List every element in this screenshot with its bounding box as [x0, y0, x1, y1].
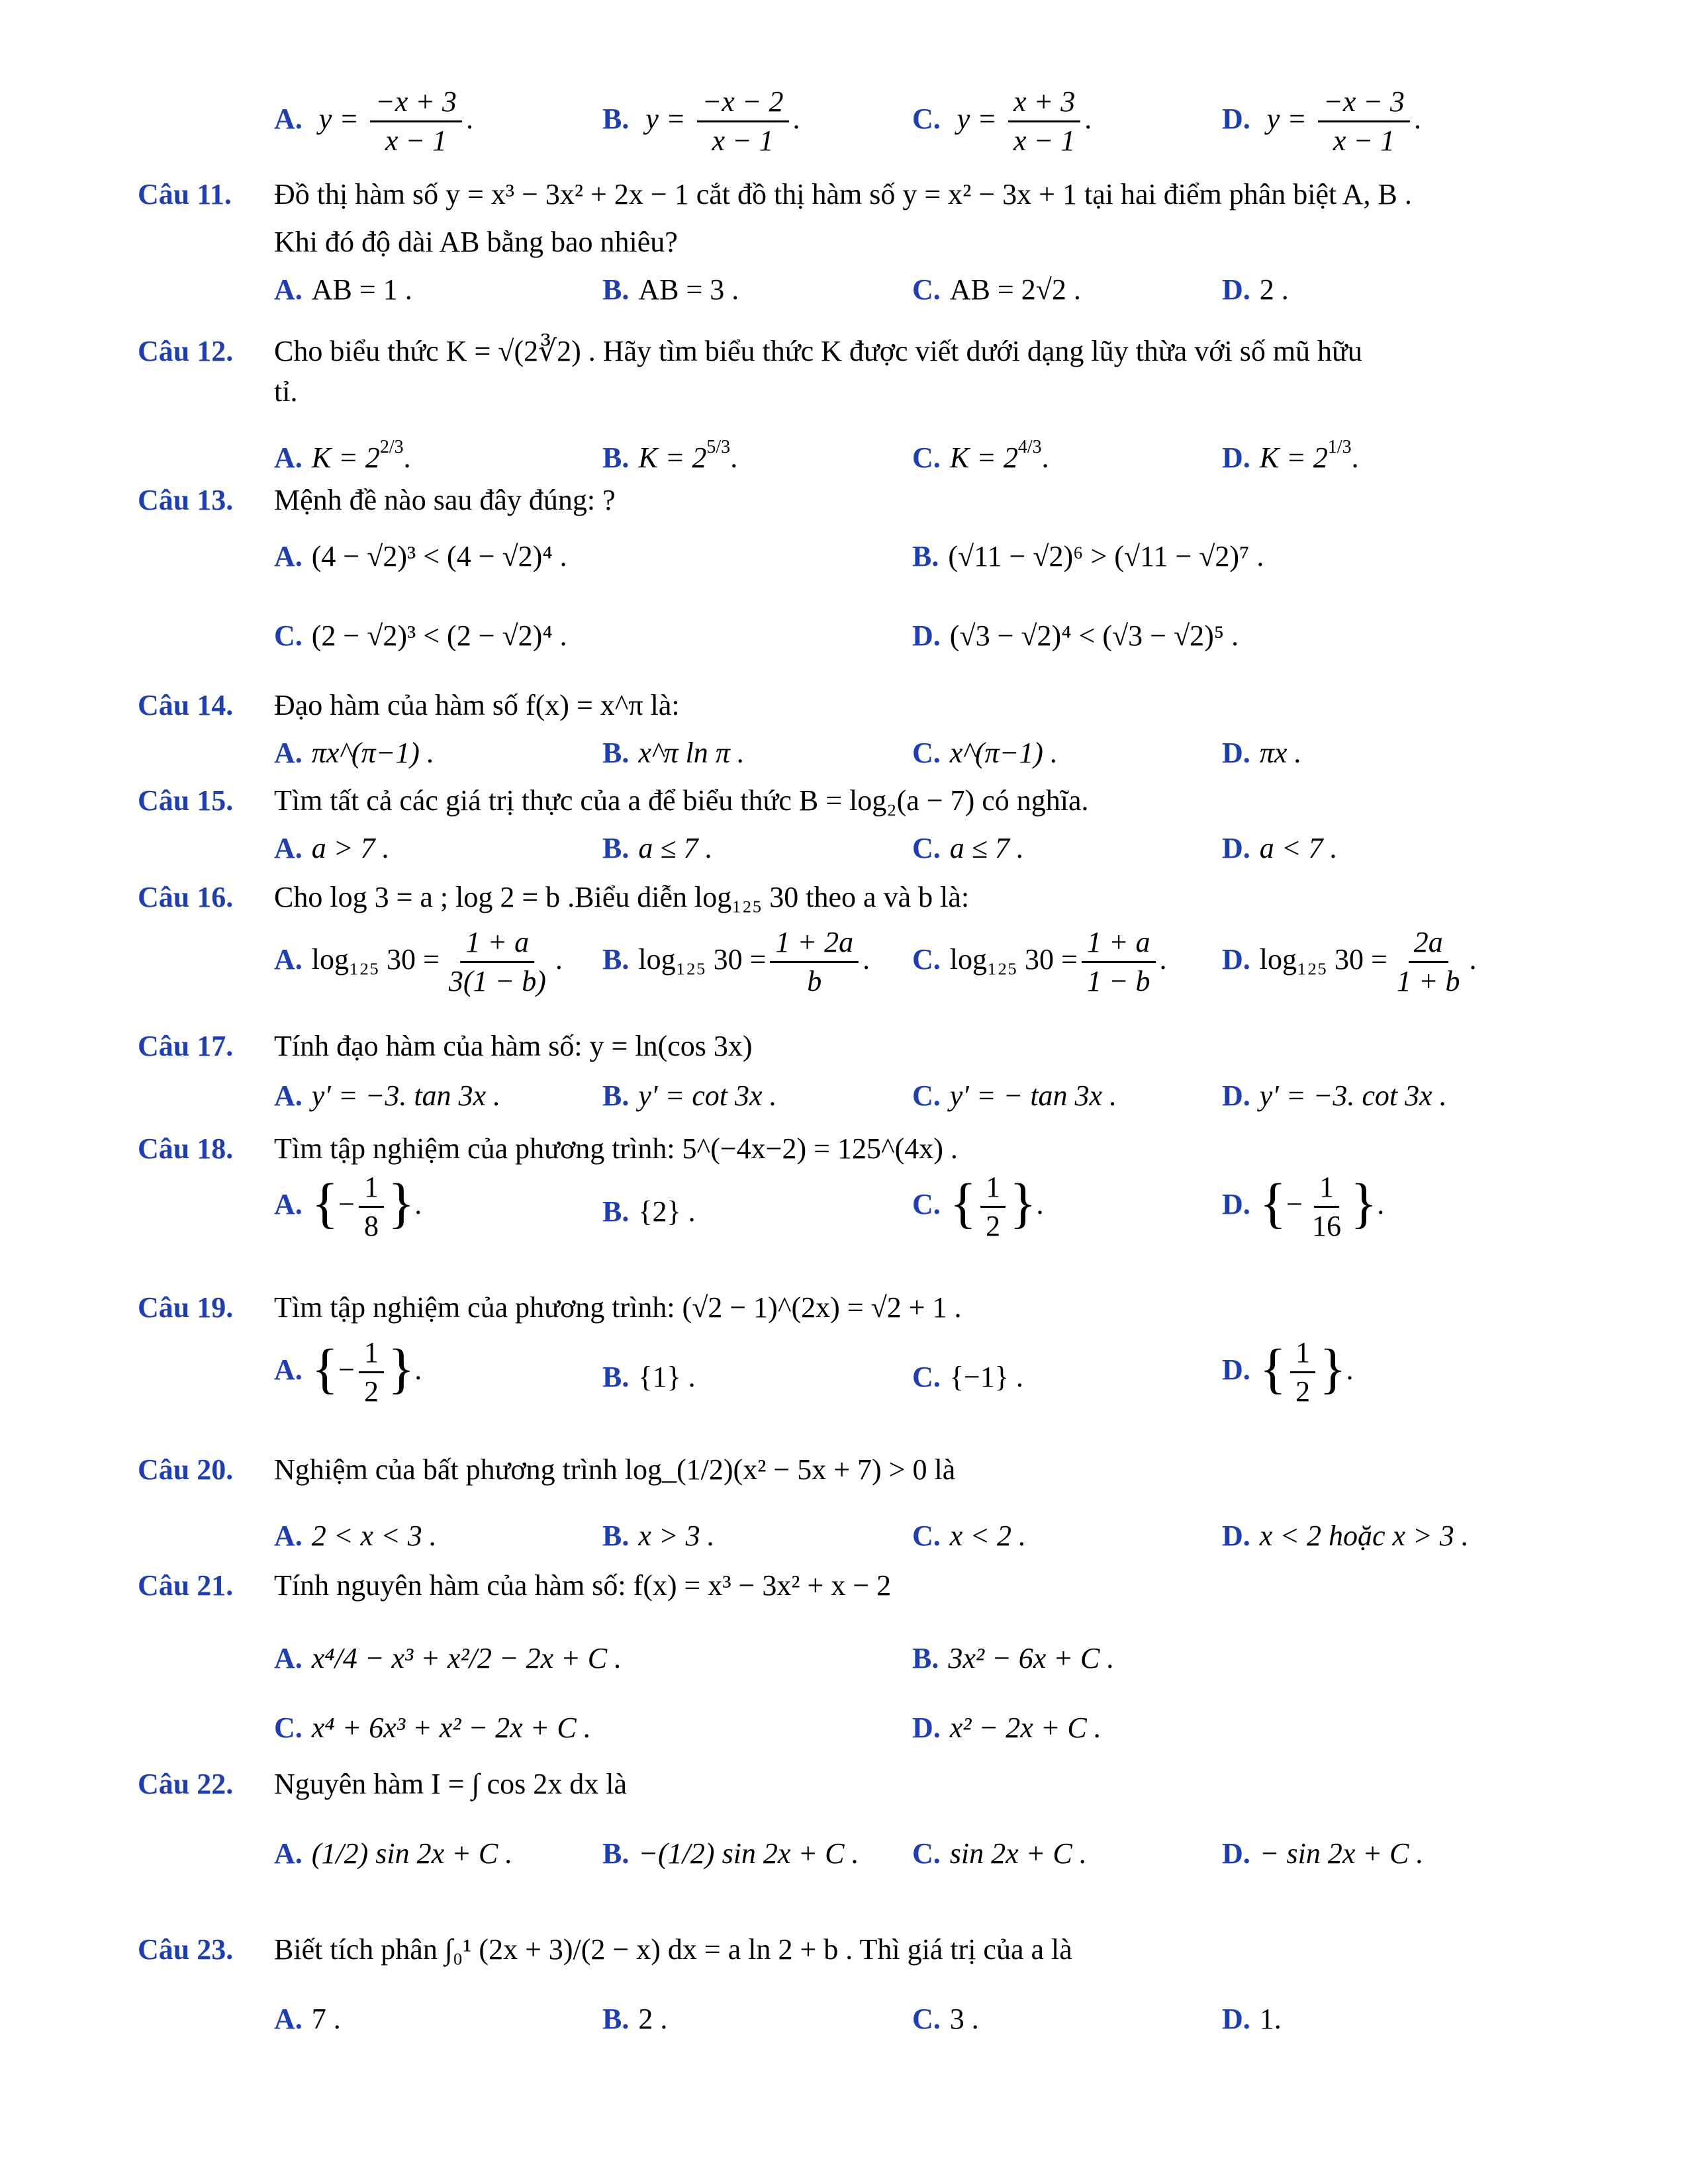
q10-option-b: B. y = $\frac{-x - 2}{x - 1}$ .: [602, 85, 800, 158]
option-text: y′ = − tan 3x .: [949, 1079, 1117, 1112]
q23-option-c: [912, 2002, 979, 2036]
option-end: .: [403, 441, 411, 474]
power-exponent: 4/3: [1017, 437, 1042, 457]
option-label: B.: [602, 273, 630, 306]
question-text: Đạo hàm của hàm số f(x) = x^π là:: [274, 689, 680, 721]
fraction: [1082, 927, 1156, 998]
q11-option-a: [274, 273, 412, 306]
numerator: 1: [359, 1171, 384, 1208]
question-text: Tính đạo hàm của hàm số: y = ln(cos 3x): [274, 1030, 753, 1062]
option-text: − sin 2x + C .: [1259, 1837, 1424, 1870]
option-label: B.: [602, 1195, 630, 1228]
q22-option-c: [912, 1837, 1087, 1870]
option-lhs: log₁₂₅ 30 =: [1259, 942, 1387, 976]
option-label: A.: [274, 1079, 303, 1112]
q17-option-a: [274, 1079, 500, 1113]
option-text: (√3 − √2)⁴ < (√3 − √2)⁵ .: [949, 619, 1239, 652]
q14-option-a: [274, 736, 434, 770]
option-label: D.: [1222, 737, 1250, 769]
option-label: D.: [1222, 273, 1250, 306]
q21-option-d: [912, 1711, 1102, 1745]
option-text: y′ = cot 3x .: [638, 1079, 777, 1112]
option-label: A.: [274, 942, 303, 976]
q11-option-d: [1222, 273, 1289, 306]
question-text: Cho biểu thức K = √(2∛2) . Hãy tìm biểu thức K được viết dưới dạng lũy thừa với số mũ hữu: [274, 335, 1362, 367]
q14-option-c: [912, 736, 1058, 770]
power-base: K = 2: [311, 441, 380, 474]
numerator: 1: [1314, 1171, 1339, 1208]
option-text: y′ = −3. cot 3x .: [1259, 1079, 1447, 1112]
fraction: [980, 1171, 1006, 1243]
option-text: πx .: [1259, 737, 1302, 769]
option-lhs: log₁₂₅ 30 =: [311, 942, 440, 976]
option-end: .: [1041, 441, 1049, 474]
option-label: D.: [1222, 1353, 1250, 1386]
power-base: K = 2: [949, 441, 1018, 474]
option-label: C.: [912, 1837, 941, 1870]
option-label: D.: [1222, 102, 1250, 135]
question-label: Câu 13.: [138, 484, 234, 516]
q22-option-b: [602, 1837, 859, 1870]
numerator: 1 + 2a: [770, 927, 859, 963]
question-text: Cho log 3 = a ; log 2 = b .Biểu diễn log₁₂₅ 30 theo a và b là:: [274, 881, 970, 913]
option-label: A.: [274, 1520, 303, 1552]
left-brace: {: [311, 1173, 339, 1234]
option-text: sin 2x + C .: [949, 1837, 1087, 1870]
q15-option-c: [912, 831, 1024, 865]
option-label: A.: [274, 1837, 303, 1870]
question-label: Câu 15.: [138, 784, 234, 817]
q18-option-a: A. {− $\frac{1}{8}$ }.: [274, 1171, 422, 1243]
option-label: C.: [912, 1361, 941, 1393]
option-label: C.: [274, 619, 303, 652]
option-text: y′ = −3. tan 3x .: [311, 1079, 501, 1112]
fraction: [770, 927, 859, 998]
fraction: [1391, 927, 1466, 998]
option-label: C.: [912, 273, 941, 306]
q21-option-c: [274, 1711, 591, 1745]
q10-option-c: C. y = $\frac{x + 3}{x - 1}$ .: [912, 85, 1092, 158]
denominator: 3(1 − b): [448, 965, 546, 998]
option-label: B.: [602, 441, 630, 474]
q21-option-a: [274, 1641, 622, 1675]
option-text: x > 3 .: [638, 1520, 715, 1552]
power-base: K = 2: [1259, 441, 1328, 474]
option-text: 3x² − 6x + C .: [948, 1642, 1115, 1674]
denominator: 2: [1295, 1375, 1311, 1408]
q11-option-c: [912, 273, 1081, 306]
option-label: D.: [912, 1711, 941, 1744]
question-label: Câu 18.: [138, 1132, 234, 1165]
option-text: πx^(π−1) .: [311, 737, 434, 769]
option-label: A.: [274, 1353, 303, 1386]
fraction: [359, 1337, 384, 1408]
q23-option-b: [602, 2002, 667, 2036]
q19-option-b: [602, 1360, 696, 1394]
option-label: A.: [274, 441, 303, 474]
left-brace: {: [1259, 1338, 1287, 1400]
option-text: a < 7 .: [1259, 832, 1338, 864]
denominator: x − 1: [1333, 124, 1395, 158]
q16-option-c: C. log₁₂₅ 30 = $\frac{1 + a}{1 - b}$ .: [912, 926, 1167, 998]
option-label: B.: [602, 102, 630, 135]
denominator: 8: [363, 1210, 379, 1243]
denominator: b: [807, 965, 822, 998]
option-label: C.: [912, 1188, 941, 1220]
option-text: (2 − √2)³ < (2 − √2)⁴ .: [311, 619, 567, 652]
fraction: [444, 927, 551, 998]
option-text: {−1} .: [949, 1361, 1023, 1393]
numerator: −x + 3: [370, 86, 462, 122]
numerator: 1 + a: [1082, 927, 1156, 963]
q13-option-b: [912, 539, 1264, 573]
question-label: Câu 17.: [138, 1030, 234, 1062]
q20-option-a: [274, 1519, 437, 1553]
option-label: A.: [274, 832, 303, 864]
option-lhs: y =: [645, 102, 686, 135]
numerator: −x − 3: [1318, 86, 1410, 122]
option-text: 2 .: [1259, 273, 1289, 306]
option-label: D.: [1222, 1520, 1250, 1552]
question-label: Câu 16.: [138, 881, 234, 913]
question-text: Biết tích phân ∫₀¹ (2x + 3)/(2 − x) dx = a ln 2 + b . Thì giá trị của a là: [274, 1933, 1072, 1966]
q18-option-d: D. {− $\frac{1}{16}$ }.: [1222, 1171, 1385, 1243]
option-text: AB = 2√2 .: [949, 273, 1081, 306]
q19-option-d: D. { $\frac{1}{2}$ }.: [1222, 1336, 1354, 1408]
q10-option-a: A. y = $\frac{-x + 3}{x - 1}$ .: [274, 85, 473, 158]
option-text: 1.: [1259, 2003, 1282, 2035]
q19-option-a: A. {− $\frac{1}{2}$ }.: [274, 1336, 422, 1408]
fraction: [1318, 86, 1410, 158]
question-label: Câu 19.: [138, 1291, 234, 1324]
question-label: Câu 20.: [138, 1453, 234, 1486]
option-label: A.: [274, 102, 303, 135]
option-label: B.: [602, 2003, 630, 2035]
option-label: B.: [912, 540, 939, 572]
option-label: A.: [274, 1188, 303, 1220]
option-text: (1/2) sin 2x + C .: [311, 1837, 513, 1870]
question-text: Tìm tập nghiệm của phương trình: (√2 − 1)^(2x) = √2 + 1 .: [274, 1291, 962, 1324]
option-text: {1} .: [638, 1361, 696, 1393]
numerator: 1: [980, 1171, 1006, 1208]
power-base: K = 2: [638, 441, 707, 474]
q14-option-d: [1222, 736, 1301, 770]
option-text: 2 .: [638, 2003, 668, 2035]
option-label: C.: [912, 942, 941, 976]
numerator: 1 + a: [460, 927, 534, 963]
sign: −: [338, 1188, 355, 1220]
question-text-cont: tỉ.: [274, 375, 298, 408]
fraction: [359, 1171, 384, 1243]
option-text: −(1/2) sin 2x + C .: [638, 1837, 859, 1870]
option-label: A.: [274, 1642, 303, 1674]
q20-option-c: [912, 1519, 1026, 1553]
option-text: a ≤ 7 .: [949, 832, 1024, 864]
sign: −: [1286, 1188, 1303, 1220]
q16-option-b: B. log₁₂₅ 30 = $\frac{1 + 2a}{b}$ .: [602, 926, 870, 998]
q12-option-b: [602, 437, 737, 475]
q17-option-d: [1222, 1079, 1447, 1113]
q14-option-b: [602, 736, 745, 770]
option-label: D.: [1222, 1079, 1250, 1112]
denominator: 1 + b: [1396, 965, 1460, 998]
option-text: (√11 − √2)⁶ > (√11 − √2)⁷ .: [948, 540, 1264, 572]
fraction: [1008, 86, 1080, 158]
option-text: x < 2 hoặc x > 3 .: [1259, 1520, 1469, 1552]
option-text: {2} .: [638, 1195, 696, 1228]
sign: −: [338, 1353, 355, 1386]
option-label: B.: [602, 1079, 630, 1112]
q17-option-b: [602, 1079, 777, 1113]
denominator: 16: [1311, 1210, 1341, 1243]
q23-option-d: [1222, 2002, 1282, 2036]
right-brace: }: [1350, 1173, 1378, 1234]
question-text: Mệnh đề nào sau đây đúng: ?: [274, 484, 616, 516]
denominator: x − 1: [712, 124, 774, 158]
option-lhs: log₁₂₅ 30 =: [638, 942, 767, 976]
option-label: D.: [1222, 832, 1250, 864]
option-lhs: log₁₂₅ 30 =: [949, 942, 1078, 976]
question-label: Câu 11.: [138, 178, 232, 210]
option-label: C.: [274, 1711, 303, 1744]
option-label: D.: [1222, 1188, 1250, 1220]
option-text: 3 .: [949, 2003, 979, 2035]
option-label: C.: [912, 737, 941, 769]
option-label: C.: [912, 102, 941, 135]
q19-option-c: [912, 1360, 1023, 1394]
option-lhs: y =: [318, 102, 359, 135]
option-label: D.: [1222, 2003, 1250, 2035]
numerator: 1: [359, 1337, 384, 1373]
option-label: B.: [602, 832, 630, 864]
option-label: A.: [274, 540, 303, 572]
q22-option-a: [274, 1837, 512, 1870]
power-exponent: 1/3: [1327, 437, 1352, 457]
question-label: Câu 22.: [138, 1768, 234, 1800]
denominator: x − 1: [385, 124, 447, 158]
question-label: Câu 21.: [138, 1569, 234, 1602]
q16-option-d: D. log₁₂₅ 30 = $\frac{2a}{1 + b}$ .: [1222, 926, 1477, 998]
option-lhs: y =: [957, 102, 998, 135]
q13-option-a: [274, 539, 567, 573]
option-label: C.: [912, 1079, 941, 1112]
option-end: .: [730, 441, 738, 474]
q15-option-b: [602, 831, 713, 865]
denominator: 2: [363, 1375, 379, 1408]
question-text: Tìm tập nghiệm của phương trình: 5^(−4x−2) = 125^(4x) .: [274, 1132, 958, 1165]
option-label: D.: [912, 619, 941, 652]
q15-option-a: [274, 831, 389, 865]
numerator: 2a: [1409, 927, 1448, 963]
option-end: .: [1351, 441, 1359, 474]
q15-option-d: [1222, 831, 1337, 865]
question-text: Tìm tất cả các giá trị thực của a để biểu thức B = log₂(a − 7) có nghĩa.: [274, 784, 1089, 817]
option-text: a > 7 .: [311, 832, 390, 864]
option-label: A.: [274, 273, 303, 306]
q18-option-b: [602, 1195, 696, 1228]
left-brace: {: [949, 1173, 977, 1234]
q21-option-b: [912, 1641, 1114, 1675]
numerator: −x − 2: [697, 86, 789, 122]
option-label: D.: [1222, 1837, 1250, 1870]
option-label: D.: [1222, 441, 1250, 474]
question-text: Nghiệm của bất phương trình log_(1/2)(x² − 5x + 7) > 0 là: [274, 1453, 956, 1486]
numerator: 1: [1290, 1337, 1315, 1373]
option-text: x < 2 .: [949, 1520, 1027, 1552]
denominator: x − 1: [1013, 124, 1076, 158]
numerator: x + 3: [1008, 86, 1080, 122]
option-text: a ≤ 7 .: [638, 832, 713, 864]
option-label: C.: [912, 1520, 941, 1552]
q18-option-c: C. { $\frac{1}{2}$ }.: [912, 1171, 1044, 1243]
option-label: D.: [1222, 942, 1250, 976]
question-text: Nguyên hàm I = ∫ cos 2x dx là: [274, 1768, 627, 1800]
fraction: [370, 86, 462, 158]
option-label: B.: [602, 737, 630, 769]
q17-option-c: [912, 1079, 1117, 1113]
option-text: AB = 3 .: [638, 273, 739, 306]
question-label: Câu 23.: [138, 1933, 234, 1966]
q20-option-d: [1222, 1519, 1469, 1553]
q12-option-c: [912, 437, 1049, 475]
q11-option-b: [602, 273, 739, 306]
left-brace: {: [1259, 1173, 1287, 1234]
option-label: B.: [602, 1361, 630, 1393]
q20-option-b: [602, 1519, 715, 1553]
question-label: Câu 14.: [138, 689, 234, 721]
fraction: [1290, 1337, 1315, 1408]
q23-option-a: [274, 2002, 341, 2036]
option-lhs: y =: [1266, 102, 1307, 135]
option-label: B.: [602, 942, 630, 976]
option-label: C.: [912, 2003, 941, 2035]
option-text: x⁴ + 6x³ + x² − 2x + C .: [311, 1711, 591, 1744]
question-text: Đồ thị hàm số y = x³ − 3x² + 2x − 1 cắt đồ thị hàm số y = x² − 3x + 1 tại hai điểm phân biệt A, B .: [274, 178, 1412, 210]
q12-option-a: [274, 437, 411, 475]
power-exponent: 2/3: [379, 437, 404, 457]
option-text: x⁴/4 − x³ + x²/2 − 2x + C .: [311, 1642, 622, 1674]
option-text: 7 .: [311, 2003, 341, 2035]
option-text: x^π ln π .: [638, 737, 745, 769]
fraction: [1307, 1171, 1346, 1243]
right-brace: }: [1009, 1173, 1037, 1234]
option-label: C.: [912, 441, 941, 474]
denominator: 2: [986, 1210, 1001, 1243]
right-brace: }: [387, 1173, 415, 1234]
option-text: 2 < x < 3 .: [311, 1520, 437, 1552]
option-label: B.: [602, 1837, 630, 1870]
q16-option-a: A. log₁₂₅ 30 = $\frac{1 + a}{3(1 - b)}$ .: [274, 926, 563, 998]
denominator: 1 − b: [1086, 965, 1150, 998]
question-label: Câu 12.: [138, 335, 234, 367]
left-brace: {: [311, 1338, 339, 1400]
power-exponent: 5/3: [706, 437, 731, 457]
option-label: C.: [912, 832, 941, 864]
fraction: [697, 86, 789, 158]
option-label: B.: [602, 1520, 630, 1552]
question-text: Tính nguyên hàm của hàm số: f(x) = x³ − 3x² + x − 2: [274, 1569, 892, 1602]
option-label: A.: [274, 737, 303, 769]
option-label: B.: [912, 1642, 939, 1674]
right-brace: }: [1319, 1338, 1346, 1400]
question-text-cont: Khi đó độ dài AB bằng bao nhiêu?: [274, 226, 678, 258]
q22-option-d: [1222, 1837, 1423, 1870]
option-text: x^(π−1) .: [949, 737, 1058, 769]
q10-option-d: D. y = $\frac{-x - 3}{x - 1}$ .: [1222, 85, 1421, 158]
right-brace: }: [387, 1338, 415, 1400]
q13-option-c: [274, 619, 567, 653]
option-text: AB = 1 .: [311, 273, 412, 306]
option-label: A.: [274, 2003, 303, 2035]
q13-option-d: [912, 619, 1239, 653]
option-text: (4 − √2)³ < (4 − √2)⁴ .: [311, 540, 567, 572]
q12-option-d: [1222, 437, 1359, 475]
option-text: x² − 2x + C .: [949, 1711, 1102, 1744]
